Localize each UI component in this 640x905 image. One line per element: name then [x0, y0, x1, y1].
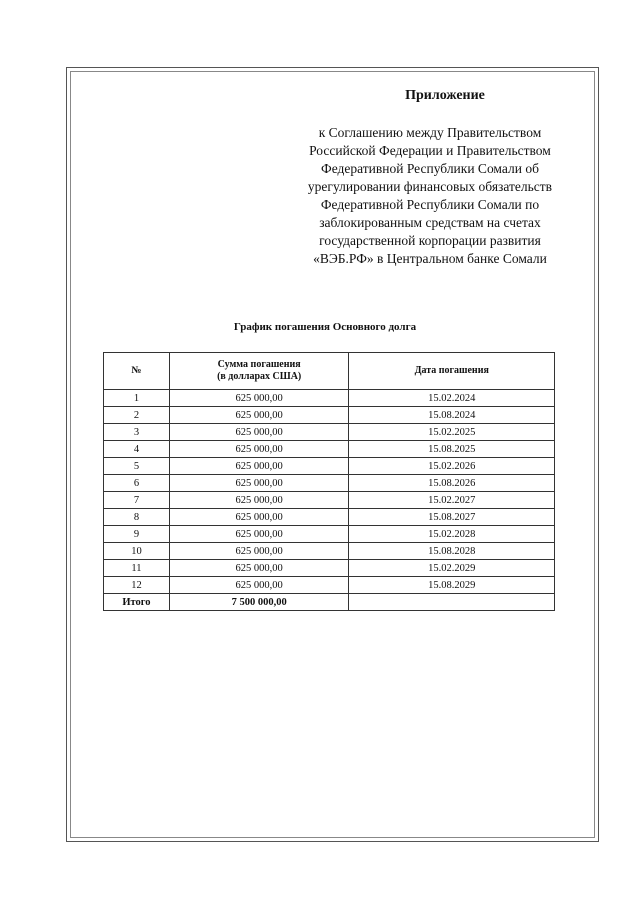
row-number: 3 — [104, 424, 170, 441]
appendix-line: Российской Федерации и Правительством — [309, 143, 551, 158]
appendix-line: к Соглашению между Правительством — [318, 125, 542, 140]
appendix-line: заблокированным средствам на счетах — [319, 215, 541, 230]
appendix-line: Федеративной Республики Сомали по — [320, 197, 540, 212]
table-row — [104, 509, 555, 526]
appendix-line: Федеративной Республики Сомали об — [321, 161, 539, 176]
row-amount: 625 000,00 — [169, 458, 349, 475]
table-row — [104, 475, 555, 492]
table-row — [104, 560, 555, 577]
header-amount-line2: (в долларах США) — [217, 371, 302, 382]
table-row — [104, 526, 555, 543]
row-date: 15.02.2025 — [349, 424, 555, 441]
row-amount: 625 000,00 — [169, 543, 349, 560]
row-amount: 625 000,00 — [169, 407, 349, 424]
table-row — [104, 407, 555, 424]
table-row — [104, 492, 555, 509]
row-date: 15.08.2025 — [349, 441, 555, 458]
row-number: 4 — [104, 441, 170, 458]
appendix-line: «ВЭБ.РФ» в Центральном банке Сомали — [313, 251, 547, 266]
row-date: 15.08.2026 — [349, 475, 555, 492]
appendix-line: государственной корпорации развития — [319, 233, 541, 248]
row-number: 2 — [104, 407, 170, 424]
appendix-title: Приложение — [405, 88, 485, 103]
header-date: Дата погашения — [349, 353, 555, 390]
row-amount: 625 000,00 — [169, 424, 349, 441]
header-amount — [169, 353, 349, 390]
table-row — [104, 441, 555, 458]
row-number: 12 — [104, 577, 170, 594]
row-amount: 625 000,00 — [169, 441, 349, 458]
table-row — [104, 390, 555, 407]
row-date: 15.02.2029 — [349, 560, 555, 577]
row-number: 5 — [104, 458, 170, 475]
total-amount: 7 500 000,00 — [169, 594, 349, 611]
table-row — [104, 577, 555, 594]
row-amount: 625 000,00 — [169, 560, 349, 577]
header-amount-line1: Сумма погашения — [217, 359, 301, 370]
table-header-row — [104, 353, 555, 390]
row-date: 15.08.2024 — [349, 407, 555, 424]
row-amount: 625 000,00 — [169, 492, 349, 509]
appendix-line: урегулировании финансовых обязательств — [307, 179, 553, 194]
row-number: 11 — [104, 560, 170, 577]
row-date: 15.08.2027 — [349, 509, 555, 526]
row-number: 6 — [104, 475, 170, 492]
schedule-title: График погашения Основного долга — [233, 321, 417, 333]
row-number: 9 — [104, 526, 170, 543]
row-amount: 625 000,00 — [169, 509, 349, 526]
row-amount: 625 000,00 — [169, 526, 349, 543]
row-date: 15.02.2028 — [349, 526, 555, 543]
row-number: 1 — [104, 390, 170, 407]
row-number: 7 — [104, 492, 170, 509]
row-date: 15.02.2026 — [349, 458, 555, 475]
row-number: 8 — [104, 509, 170, 526]
repayment-schedule-table — [103, 352, 555, 611]
row-date: 15.08.2028 — [349, 543, 555, 560]
row-date: 15.02.2027 — [349, 492, 555, 509]
total-date — [349, 594, 555, 611]
row-amount: 625 000,00 — [169, 390, 349, 407]
table-row — [104, 543, 555, 560]
row-date: 15.02.2024 — [349, 390, 555, 407]
row-date: 15.08.2029 — [349, 577, 555, 594]
row-number: 10 — [104, 543, 170, 560]
appendix-description — [285, 124, 575, 268]
header-number: № — [104, 353, 170, 390]
total-label: Итого — [104, 594, 170, 611]
table-total-row — [104, 594, 555, 611]
table-row — [104, 424, 555, 441]
table-row — [104, 458, 555, 475]
row-amount: 625 000,00 — [169, 475, 349, 492]
row-amount: 625 000,00 — [169, 577, 349, 594]
